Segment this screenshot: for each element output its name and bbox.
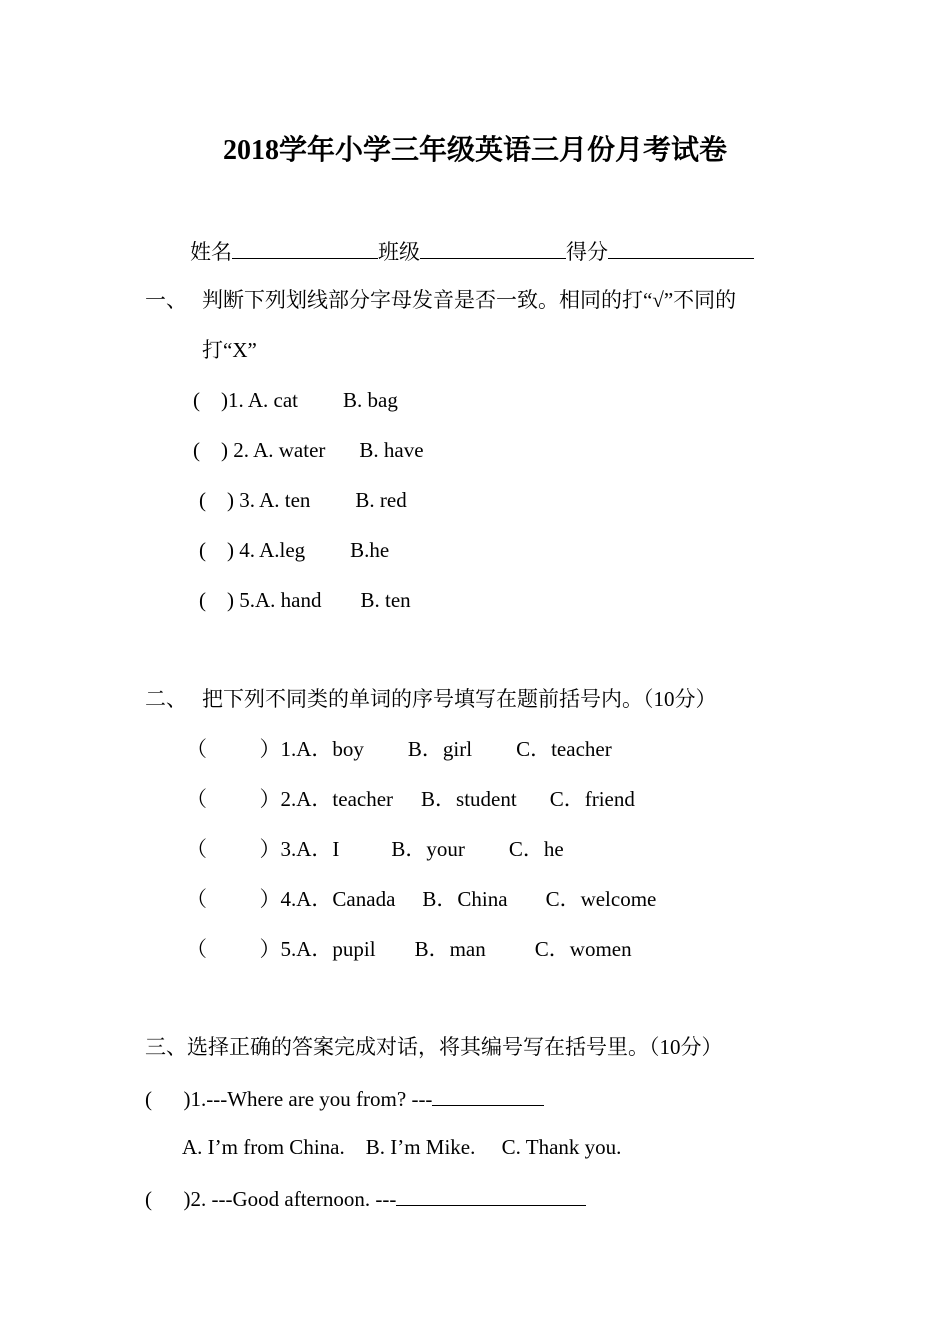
section2-item [186, 737, 612, 761]
item-prefix: ( )1. [193, 388, 244, 412]
item-prefix: （ ）3. [186, 837, 297, 861]
item-prefix: ( ) 4. [199, 538, 255, 562]
exam-title: 2018学年小学三年级英语三月份月考试卷 [222, 135, 727, 166]
section3-question-2 [145, 1185, 586, 1211]
class-blank[interactable] [420, 238, 566, 259]
name-label: 姓名 [190, 240, 232, 264]
option-c: C．women [534, 937, 632, 961]
answer-blank[interactable] [432, 1085, 544, 1106]
item-prefix: （ ）4. [186, 887, 297, 911]
option-b: B．student [421, 787, 517, 811]
option-b: B．girl [407, 737, 473, 761]
option-b: B. bag [343, 388, 398, 412]
score-label: 得分 [566, 240, 608, 264]
section2-item [186, 837, 564, 861]
question-text: ( )1.---Where are you from? --- [145, 1087, 433, 1111]
score-blank[interactable] [608, 238, 754, 259]
student-info-line [190, 238, 754, 264]
item-prefix: ( ) 5. [199, 588, 255, 612]
option-a: A.leg [259, 538, 306, 562]
option-c: C．friend [549, 787, 635, 811]
question-text: ( )2. ---Good afternoon. --- [145, 1187, 397, 1211]
section1-instruction-line1: 判断下列划线部分字母发音是否一致。相同的打“√”不同的 [202, 288, 737, 312]
option-b: B．man [414, 937, 486, 961]
section2-item [186, 787, 635, 811]
section1-item [199, 588, 411, 612]
section3-instruction: 三、选择正确的答案完成对话，将其编号写在括号里。（10分） [145, 1035, 723, 1059]
option-b: B．China [422, 887, 508, 911]
name-blank[interactable] [232, 238, 378, 259]
section1-item [199, 488, 407, 512]
section2-number: 二、 [145, 687, 187, 711]
option-a: A．I [296, 837, 340, 861]
section1-instruction-line2: 打“X” [202, 338, 257, 362]
option-b: B. have [359, 438, 424, 462]
item-prefix: （ ）1. [186, 737, 297, 761]
option-b: B．your [391, 837, 465, 861]
section2-item [186, 887, 656, 911]
option-a: A．boy [296, 737, 364, 761]
item-prefix: （ ）5. [186, 937, 297, 961]
option-a: A. cat [247, 388, 298, 412]
option-a: A. ten [259, 488, 311, 512]
section3-question-1 [145, 1085, 544, 1111]
option-a: A．pupil [296, 937, 376, 961]
section3-question-1-options: A. I’m from China. B. I’m Mike. C. Thank you. [182, 1135, 622, 1159]
section1-item [193, 438, 424, 462]
option-b: B. ten [360, 588, 411, 612]
option-c: C．teacher [516, 737, 612, 761]
answer-blank[interactable] [396, 1185, 586, 1206]
option-c: C．he [508, 837, 564, 861]
item-prefix: ( ) 3. [199, 488, 255, 512]
class-label: 班级 [378, 240, 420, 264]
option-a: A. water [253, 438, 326, 462]
section1-number: 一、 [145, 288, 187, 312]
option-a: A．teacher [296, 787, 394, 811]
item-prefix: （ ）2. [186, 787, 297, 811]
option-a: A．Canada [296, 887, 396, 911]
option-b: B. red [355, 488, 407, 512]
option-a: A. hand [255, 588, 322, 612]
item-prefix: ( ) 2. [193, 438, 249, 462]
section1-item [193, 388, 398, 412]
option-c: C．welcome [545, 887, 657, 911]
section1-item [199, 538, 389, 562]
section2-item [186, 937, 632, 961]
option-b: B.he [350, 538, 390, 562]
section2-instruction: 把下列不同类的单词的序号填写在题前括号内。（10分） [202, 687, 717, 711]
